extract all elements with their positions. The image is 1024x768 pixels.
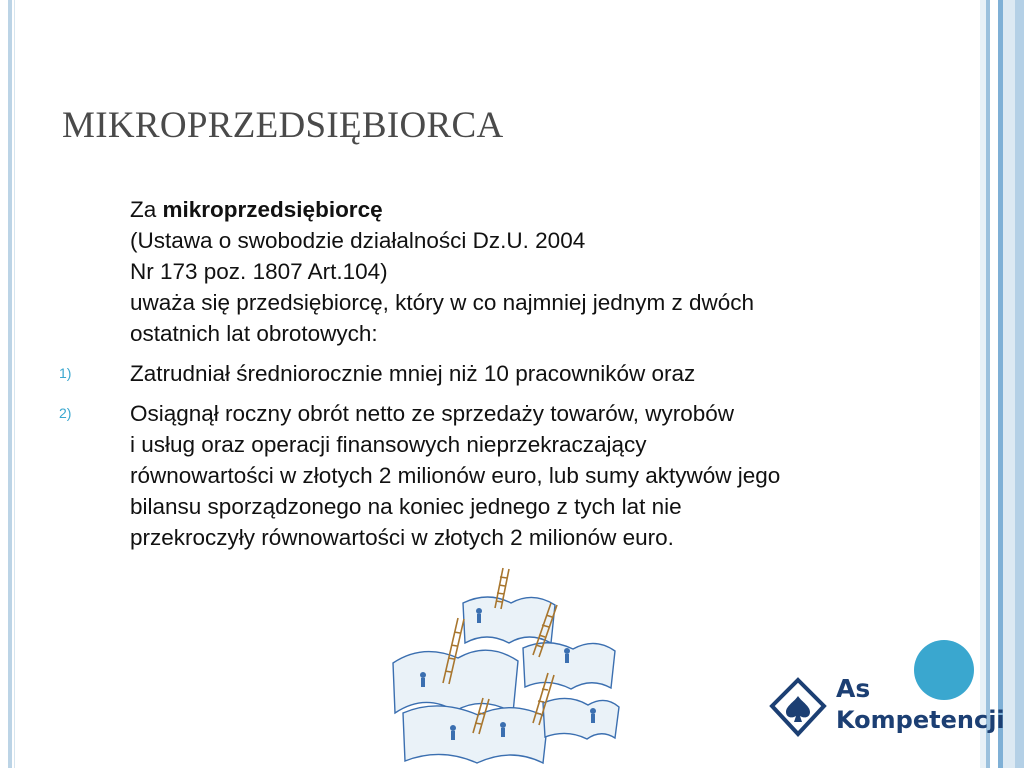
list-line: bilansu sporządzonego na koniec jednego z tych lat nie — [130, 494, 682, 519]
list-line: przekroczyły równowartości w złotych 2 milionów euro. — [130, 525, 674, 550]
right-decorative-stripes — [980, 0, 1024, 768]
logo-line-1: As — [836, 674, 871, 703]
logo-line-2: Kompetencji — [836, 706, 1005, 734]
list-item-text — [130, 358, 960, 389]
intro-bold-term: mikroprzedsiębiorcę — [162, 197, 383, 222]
intro-line: Nr 173 poz. 1807 Art.104) — [130, 259, 388, 284]
intro-line: ostatnich lat obrotowych: — [130, 321, 378, 346]
books-and-ladders-icon — [383, 563, 621, 768]
list-line: Zatrudniał średniorocznie mniej niż 10 pracowników oraz — [130, 361, 696, 386]
intro-paragraph — [120, 194, 960, 349]
stripe — [990, 0, 998, 768]
list-number: 1) — [59, 365, 72, 381]
intro-line: uważa się przedsiębiorcę, który w co najmniej jednym z dwóch — [130, 290, 755, 315]
as-kompetencji-logo — [766, 672, 1005, 752]
spade-icon — [766, 676, 830, 740]
intro-first-line — [120, 194, 960, 225]
slide-title: MIKROPRZEDSIĘBIORCA — [62, 105, 504, 146]
logo-text — [836, 674, 1005, 736]
left-frame-thin-line — [14, 0, 15, 768]
list-line: i usług oraz operacji finansowych nieprzekraczający — [130, 432, 647, 457]
intro-lead: Za — [130, 197, 163, 222]
stripe — [1003, 0, 1015, 768]
list-item-text — [130, 398, 960, 553]
intro-line: (Ustawa o swobodzie działalności Dz.U. 2004 — [130, 228, 586, 253]
stripe — [1015, 0, 1024, 768]
list-line: równowartości w złotych 2 milionów euro, lub sumy aktywów jego — [130, 463, 781, 488]
list-line: Osiągnął roczny obrót netto ze sprzedaży towarów, wyrobów — [130, 401, 735, 426]
left-frame-line — [8, 0, 12, 768]
list-number: 2) — [59, 405, 72, 421]
